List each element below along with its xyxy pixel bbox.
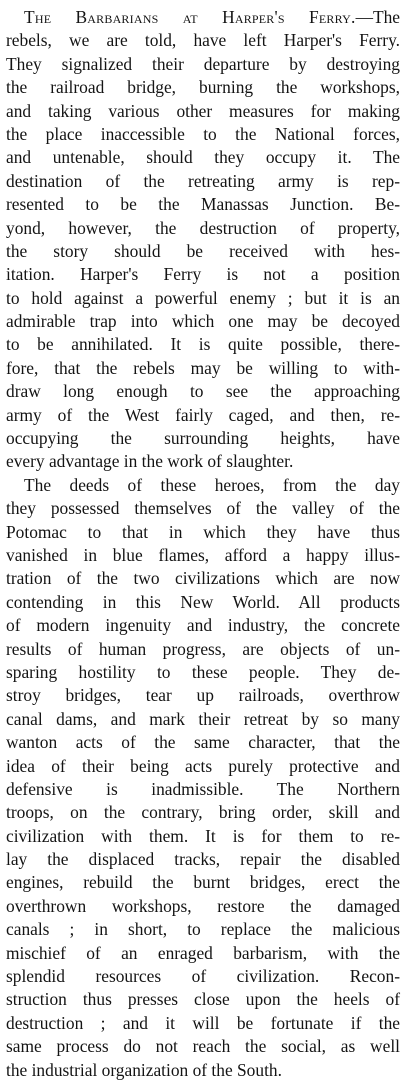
text-line: struction thus presses close upon the heels of — [6, 989, 400, 1010]
text-line: canal dams, and mark their retreat by so many — [6, 708, 400, 729]
text-line: The deeds of these heroes, from the day — [24, 474, 400, 495]
title-dash: — — [355, 7, 373, 27]
text-line: tration of the two civilizations which are now — [6, 568, 400, 589]
text-line: every advantage in the work of slaughter. — [6, 451, 294, 472]
text-line: vanished in blue flames, afford a happy illus- — [6, 544, 400, 565]
article-first-line — [6, 6, 400, 29]
text-line: to be annihilated. It is quite possible, there- — [6, 334, 400, 355]
text-line: They signalized their departure by destroying — [6, 53, 400, 74]
text-line: occupying the surrounding heights, have — [6, 428, 400, 449]
text-line: itation. Harper's Ferry is not a position — [6, 264, 400, 285]
text-line: draw long enough to see the approaching — [6, 381, 400, 402]
text-line: mischief of an enraged barbarism, with the — [6, 942, 400, 963]
text-line: and taking various other measures for making — [6, 100, 400, 121]
text-line: the place inaccessible to the National forces, — [6, 123, 400, 144]
article-paragraph-1 — [6, 6, 400, 474]
text-line: idea of their being acts purely protective and — [6, 755, 400, 776]
text-line: canals ; in short, to replace the malicious — [6, 919, 400, 940]
text-line: destruction ; and it will be fortunate if the — [6, 1012, 400, 1033]
article-title: The Barbarians at Harper's Ferry. — [24, 7, 356, 27]
text-line: The — [372, 7, 400, 27]
text-line: of modern ingenuity and industry, the concrete — [6, 615, 400, 636]
text-line: results of human progress, are objects of un- — [6, 638, 400, 659]
text-line: fore, that the rebels may be willing to with- — [6, 357, 400, 378]
text-line: and untenable, should they occupy it. The — [6, 147, 400, 168]
newspaper-article — [6, 6, 400, 1082]
text-line: contending in this New World. All products — [6, 591, 400, 612]
text-line: overthrown workshops, restore the damaged — [6, 895, 400, 916]
text-line: to hold against a powerful enemy ; but it is an — [6, 287, 400, 308]
text-line: splendid resources of civilization. Recon- — [6, 966, 400, 987]
text-line: sparing hostility to these people. They de- — [6, 661, 400, 682]
text-line: admirable trap into which one may be decoyed — [6, 311, 400, 332]
text-line: resented to be the Manassas Junction. Be- — [6, 194, 400, 215]
text-line: destination of the retreating army is rep- — [6, 170, 400, 191]
text-line: engines, rebuild the burnt bridges, erect the — [6, 872, 400, 893]
text-line: troops, on the contrary, bring order, skill and — [6, 802, 400, 823]
text-line: stroy bridges, tear up railroads, overthrow — [6, 685, 400, 706]
text-line: yond, however, the destruction of property, — [6, 217, 400, 238]
article-paragraph-2 — [6, 474, 400, 1082]
text-line: the railroad bridge, burning the workshops, — [6, 77, 400, 98]
text-line: lay the displaced tracks, repair the disabled — [6, 849, 400, 870]
text-line: civilization with them. It is for them to re- — [6, 825, 400, 846]
text-line: wanton acts of the same character, that the — [6, 732, 400, 753]
text-line: they possessed themselves of the valley of the — [6, 498, 400, 519]
text-line: Potomac to that in which they have thus — [6, 521, 400, 542]
text-line: same process do not reach the social, as well — [6, 1036, 400, 1057]
text-line: the story should be received with hes- — [6, 240, 400, 261]
text-line: army of the West fairly caged, and then, re- — [6, 404, 400, 425]
text-line: rebels, we are told, have left Harper's Ferry. — [6, 30, 400, 51]
text-line: defensive is inadmissible. The Northern — [6, 778, 400, 799]
text-line: the industrial organization of the South. — [6, 1059, 282, 1080]
